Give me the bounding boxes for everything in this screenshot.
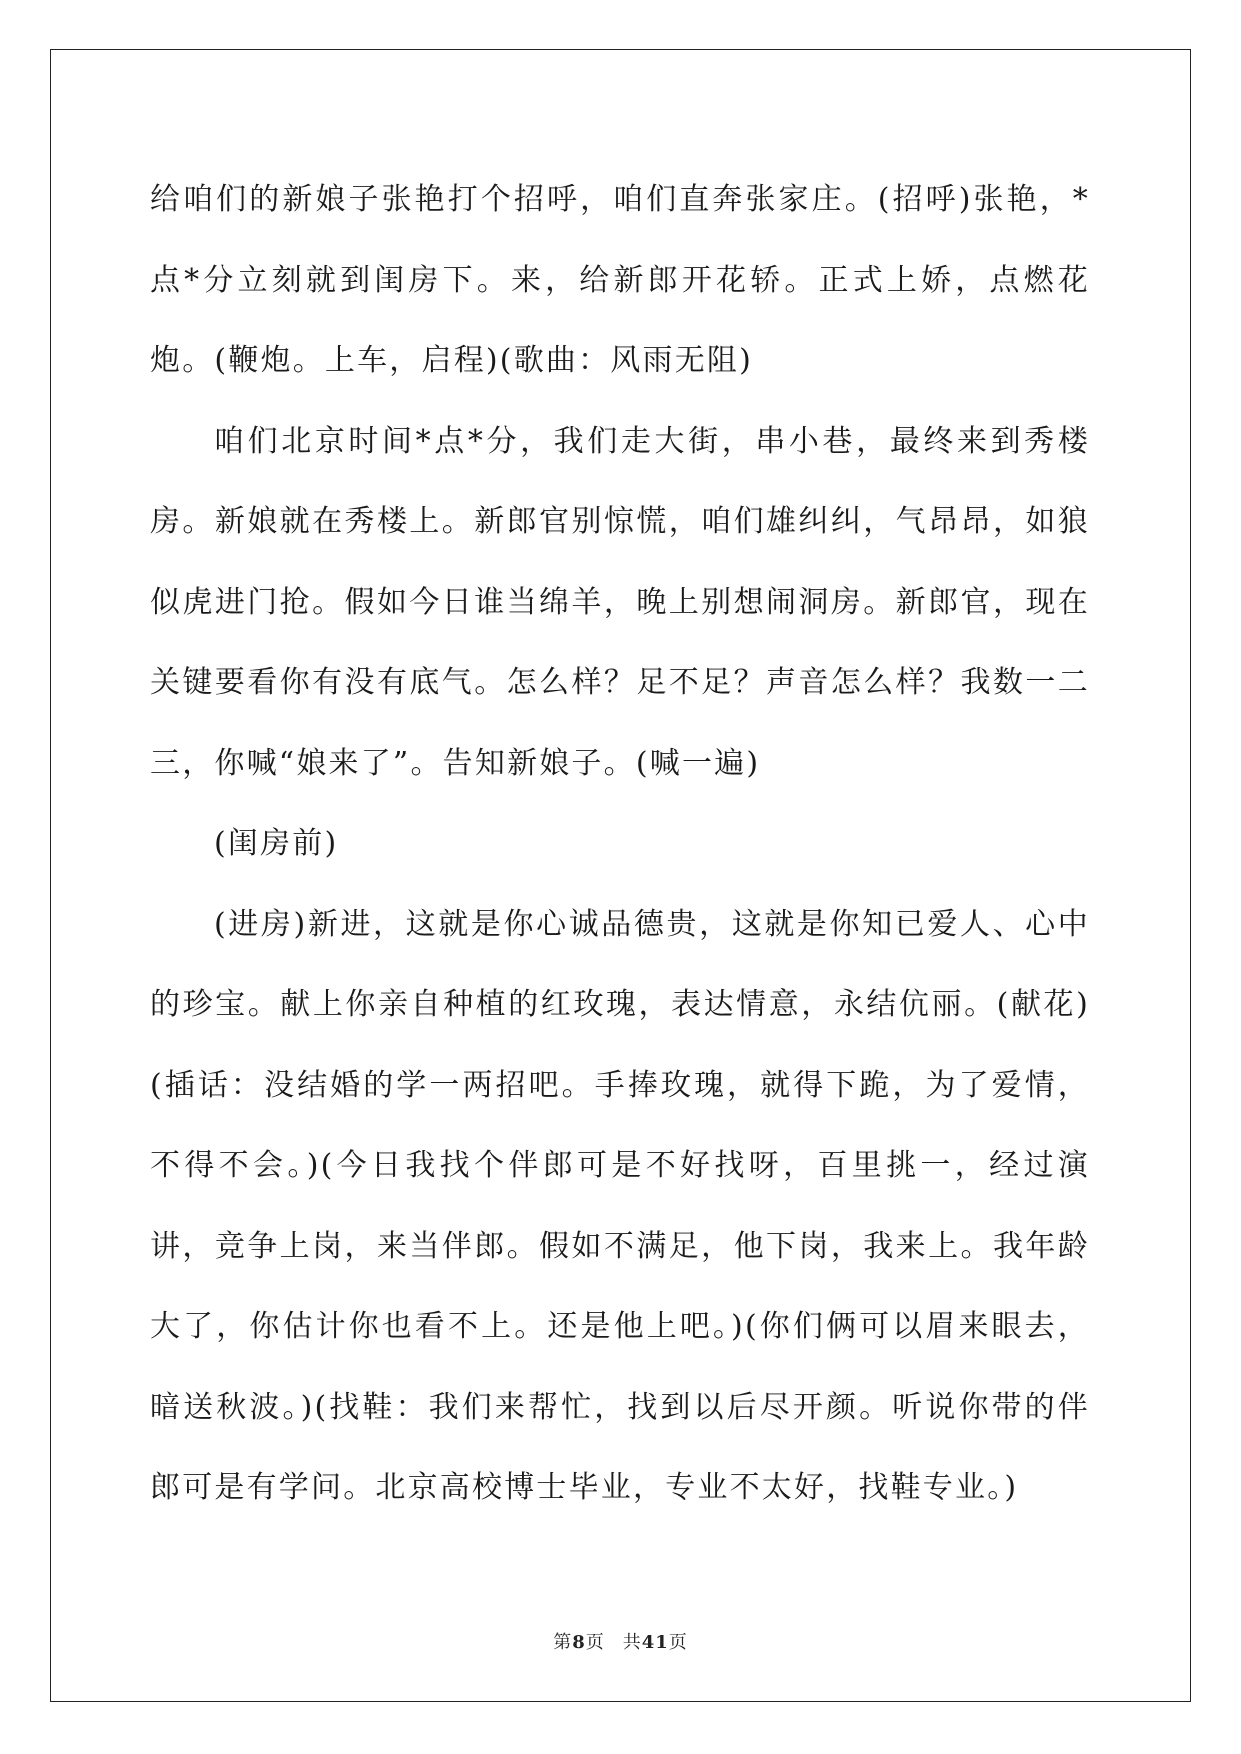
paragraph-2: 咱们北京时间*点*分，我们走大街，串小巷，最终来到秀楼房。新娘就在秀楼上。新郎官别惊慌，咱们雄纠纠，气昂昂，如狼似虎进门抢。假如今日谁当绵羊，晚上别想闹洞房。新郎官，现在关键要看你有没有底气。怎么样？足不足？声音怎么样？我数一二三，你喊“娘来了”。告知新娘子。(喊一遍) (150, 423, 1090, 781)
paragraph-4: (进房)新进，这就是你心诚品德贵，这就是你知已爱人、心中的珍宝。献上你亲自种植的红玫瑰，表达情意，永结伉丽。(献花)(插话：没结婚的学一两招吧。手捧玫瑰，就得下跪，为了爱情，不得不会。)(今日我找个伴郎可是不好找呀，百里挑一，经过演讲，竞争上岗，来当伴郎。假如不满足，他下岗，我来上。我年龄大了，你估计你也看不上。还是他上吧。)(你们俩可以眉来眼去，暗送秋波。)(找鞋：我们来帮忙，找到以后尽开颜。听说你带的伴郎可是有学问。北京高校博士毕业，专业不太好，找鞋专业。) (150, 906, 1090, 1505)
page-current-number: 8 (572, 1632, 586, 1653)
page-prefix: 第 (553, 1632, 573, 1653)
paragraph-1: 给咱们的新娘子张艳打个招呼，咱们直奔张家庄。(招呼)张艳，*点*分立刻就到闺房下。来，给新郎开花轿。正式上娇，点燃花炮。(鞭炮。上车，启程)(歌曲：风雨无阻) (150, 182, 1090, 378)
page-total-number: 41 (641, 1632, 669, 1653)
document-body (150, 160, 1090, 1529)
page-footer (0, 1628, 1241, 1654)
page-suffix: 页 (585, 1632, 605, 1653)
paragraph-3: (闺房前) (214, 826, 339, 861)
total-prefix: 共 (622, 1632, 642, 1653)
total-suffix: 页 (668, 1632, 688, 1653)
